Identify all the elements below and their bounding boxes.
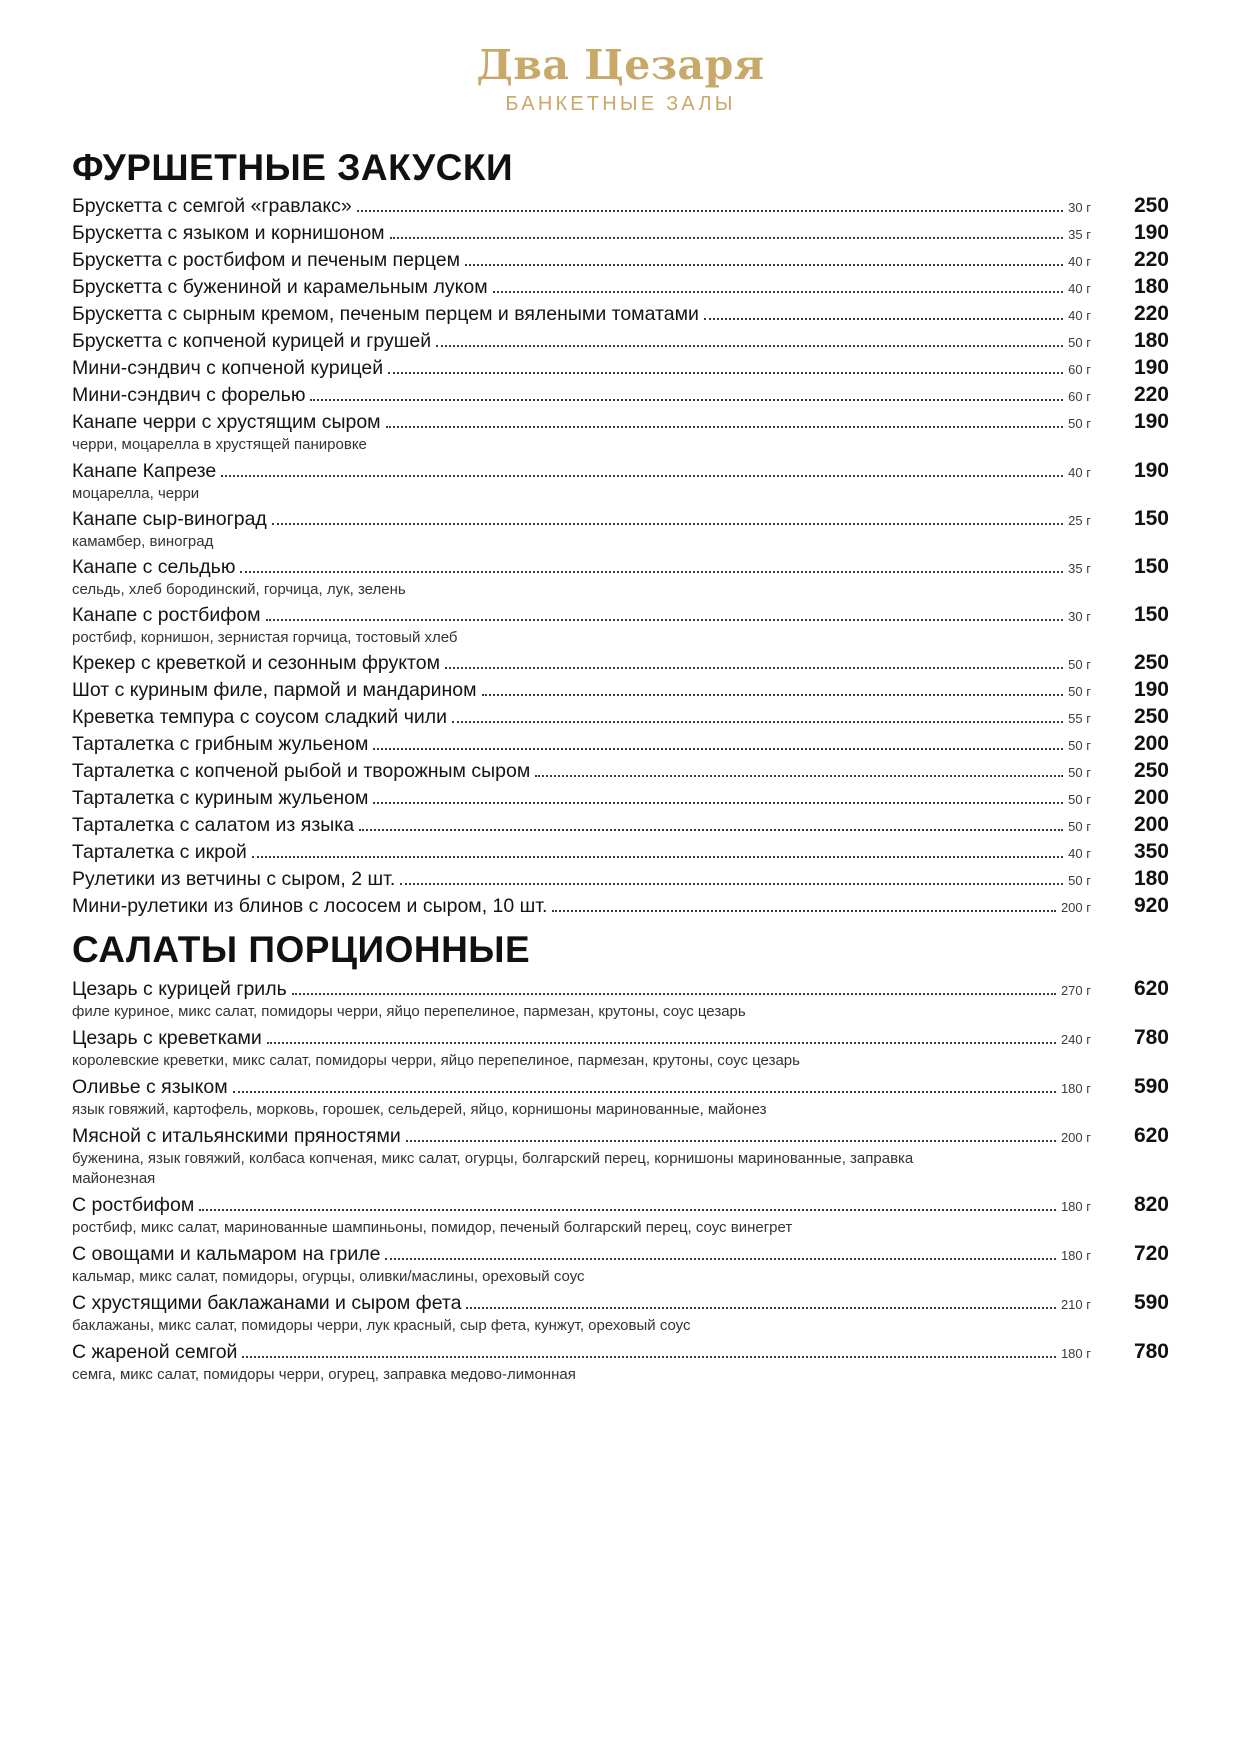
- menu-item-line: [72, 555, 1169, 579]
- menu-item-price: 620: [1133, 976, 1169, 1000]
- menu-item-price: 190: [1133, 356, 1169, 380]
- menu-item-line: [72, 1193, 1169, 1217]
- leader-dots: [272, 523, 1063, 525]
- menu-item-name: Тарталетка с копченой рыбой и творожным сыром: [72, 760, 531, 783]
- menu-item-name: Брускетта с ростбифом и печеным перцем: [72, 249, 461, 272]
- leader-dots: [310, 399, 1063, 401]
- menu-item-weight: 50 г: [1068, 819, 1091, 835]
- menu-item-price: 150: [1133, 506, 1169, 530]
- menu-item-line: [72, 977, 1169, 1001]
- menu-item: [72, 194, 1169, 218]
- menu-item: [72, 275, 1169, 299]
- menu-item-weight: 40 г: [1068, 464, 1091, 480]
- menu-item-price: 220: [1133, 248, 1169, 272]
- menu-item-line: [72, 507, 1169, 531]
- leader-dots: [373, 748, 1063, 750]
- menu-item-weight: 180 г: [1060, 1081, 1091, 1097]
- menu-item: [72, 410, 1169, 454]
- menu-item-price: 200: [1133, 786, 1169, 810]
- menu-item-price: 780: [1133, 1340, 1169, 1364]
- menu-item-name: С хрустящими баклажанами и сыром фета: [72, 1292, 462, 1315]
- menu-item-price: 200: [1133, 732, 1169, 756]
- menu-item: [72, 840, 1169, 864]
- brand-header: [72, 41, 1169, 116]
- menu-item-description: филе куриное, микс салат, помидоры черри, яйцо перепелиное, пармезан, крутоны, соус цезарь: [72, 1002, 746, 1020]
- section-snacks: [72, 146, 1169, 918]
- menu-item-line: [72, 329, 1169, 353]
- restaurant-name: Два Цезаря: [476, 41, 765, 89]
- menu-item-price: 780: [1133, 1025, 1169, 1049]
- menu-item-name: Брускетта с семгой «гравлакс»: [72, 195, 352, 218]
- leader-dots: [436, 345, 1063, 347]
- menu-item-description: сельдь, хлеб бородинский, горчица, лук, зелень: [72, 581, 406, 598]
- menu-item-name: Канапе Капрезе: [72, 459, 217, 482]
- leader-dots: [445, 667, 1063, 669]
- leader-dots: [252, 856, 1063, 858]
- menu-item-weight: 50 г: [1068, 765, 1091, 781]
- leader-dots: [357, 210, 1063, 212]
- menu-item-line: [72, 651, 1169, 675]
- menu-item-name: Крекер с креветкой и сезонным фруктом: [72, 652, 441, 675]
- menu-item: [72, 678, 1169, 702]
- leader-dots: [233, 1091, 1056, 1093]
- menu-item: [72, 555, 1169, 599]
- menu-item-name: Брускетта с сырным кремом, печеным перцем и вялеными томатами: [72, 303, 699, 326]
- menu-item: [72, 248, 1169, 272]
- leader-dots: [388, 372, 1063, 374]
- menu-item-description: моцарелла, черри: [72, 484, 200, 502]
- menu-item-name: Мини-сэндвич с копченой курицей: [72, 357, 384, 380]
- menu-item: [72, 459, 1169, 503]
- menu-item-name: Брускетта с бужениной и карамельным луком: [72, 276, 488, 299]
- menu-item-line: [72, 356, 1169, 380]
- menu-item-name: Канапе с ростбифом: [72, 604, 261, 627]
- menu-item: [72, 383, 1169, 407]
- menu-item-price: 590: [1133, 1075, 1169, 1099]
- menu-item: [72, 329, 1169, 353]
- leader-dots: [266, 619, 1064, 621]
- menu-item-line: [72, 459, 1169, 483]
- menu-item-price: 920: [1133, 894, 1169, 918]
- menu-item-weight: 40 г: [1068, 846, 1091, 862]
- menu-item-price: 250: [1133, 759, 1169, 783]
- menu-item-weight: 60 г: [1068, 362, 1091, 378]
- menu-item-price: 350: [1133, 840, 1169, 864]
- menu-item-line: [72, 1026, 1169, 1050]
- menu-item-name: Креветка темпура с соусом сладкий чили: [72, 706, 448, 729]
- menu-item-line: [72, 302, 1169, 326]
- menu-item: [72, 1242, 1169, 1286]
- menu-item-weight: 50 г: [1068, 416, 1091, 432]
- menu-item: [72, 651, 1169, 675]
- menu-item-name: Тарталетка с салатом из языка: [72, 814, 355, 837]
- menu-item: [72, 705, 1169, 729]
- menu-item-name: Брускетта с языком и корнишоном: [72, 222, 385, 245]
- menu-item-description: семга, микс салат, помидоры черри, огурец, заправка медово-лимонная: [72, 1366, 576, 1384]
- menu-item-weight: 35 г: [1068, 561, 1091, 576]
- menu-item-weight: 25 г: [1068, 512, 1091, 528]
- menu-item-line: [72, 1291, 1169, 1315]
- menu-item-name: С овощами и кальмаром на гриле: [72, 1242, 381, 1265]
- leader-dots: [242, 1356, 1056, 1358]
- menu-item-name: Брускетта с копченой курицей и грушей: [72, 330, 432, 353]
- menu-item: [72, 603, 1169, 647]
- menu-item-price: 200: [1133, 813, 1169, 837]
- menu-item-description: камамбер, виноград: [72, 532, 214, 550]
- menu-item-price: 150: [1133, 603, 1169, 627]
- menu-item-weight: 180 г: [1060, 1247, 1091, 1263]
- leader-dots: [400, 883, 1063, 885]
- menu-item-description: ростбиф, микс салат, маринованные шампиньоны, помидор, печеный болгарский перец, соус винегрет: [72, 1218, 793, 1236]
- menu-item-price: 190: [1133, 221, 1169, 245]
- leader-dots: [373, 802, 1063, 804]
- menu-item-name: Тарталетка с куриным жульеном: [72, 787, 369, 810]
- leader-dots: [465, 264, 1063, 266]
- leader-dots: [386, 426, 1064, 428]
- menu-item-line: [72, 732, 1169, 756]
- menu-item: [72, 977, 1169, 1021]
- menu-item: [72, 1291, 1169, 1335]
- leader-dots: [359, 829, 1063, 831]
- menu-item: [72, 786, 1169, 810]
- menu-item-weight: 50 г: [1068, 873, 1091, 889]
- leader-dots: [552, 910, 1055, 912]
- menu-item: [72, 867, 1169, 891]
- menu-item-price: 180: [1133, 329, 1169, 353]
- menu-item: [72, 1193, 1169, 1237]
- menu-item-description: буженина, язык говяжий, колбаса копченая, микс салат, огурцы, болгарский перец, корнишоны маринованные, заправка майонезная: [72, 1150, 914, 1187]
- menu-item-line: [72, 678, 1169, 702]
- menu-item-line: [72, 1075, 1169, 1099]
- menu-item: [72, 356, 1169, 380]
- menu-item-name: Канапе с сельдью: [72, 556, 236, 578]
- menu-item-price: 590: [1133, 1291, 1169, 1315]
- menu-item-name: Тарталетка с икрой: [72, 841, 247, 864]
- menu-item-description: королевские креветки, микс салат, помидоры черри, яйцо перепелиное, пармезан, крутоны, соус цезарь: [72, 1051, 800, 1069]
- menu-item-price: 180: [1133, 275, 1169, 299]
- section-title-salads: САЛАТЫ ПОРЦИОННЫЕ: [72, 929, 531, 971]
- menu-item-line: [72, 1340, 1169, 1364]
- menu-item-weight: 210 г: [1060, 1297, 1091, 1313]
- menu-item-weight: 200 г: [1060, 1130, 1091, 1146]
- menu-item-line: [72, 1124, 1169, 1148]
- menu-item: [72, 1075, 1169, 1119]
- menu-item-description: ростбиф, корнишон, зернистая горчица, тостовый хлеб: [72, 629, 458, 647]
- menu-item: [72, 813, 1169, 837]
- menu-item-name: С жареной семгой: [72, 1341, 238, 1364]
- menu-item-line: [72, 194, 1169, 218]
- section-title-snacks: ФУРШЕТНЫЕ ЗАКУСКИ: [72, 147, 514, 189]
- menu-item-price: 180: [1133, 867, 1169, 891]
- menu-item-line: [72, 840, 1169, 864]
- menu-item-name: Шот с куриным филе, пармой и мандарином: [72, 679, 477, 702]
- salads-item-list: [72, 977, 1169, 1385]
- menu-item-price: 150: [1133, 555, 1169, 578]
- menu-item-weight: 40 г: [1068, 308, 1091, 324]
- menu-item-name: С ростбифом: [72, 1193, 195, 1216]
- menu-item-weight: 180 г: [1060, 1198, 1091, 1214]
- menu-item-weight: 50 г: [1068, 335, 1091, 351]
- menu-item-name: Мини-рулетики из блинов с лососем и сыром, 10 шт.: [72, 895, 548, 918]
- leader-dots: [240, 571, 1063, 573]
- menu-item-weight: 50 г: [1068, 792, 1091, 808]
- menu-item-price: 190: [1133, 678, 1169, 702]
- menu-item-weight: 60 г: [1068, 389, 1091, 405]
- menu-item-price: 250: [1133, 651, 1169, 675]
- leader-dots: [493, 291, 1064, 293]
- menu-item-line: [72, 275, 1169, 299]
- leader-dots: [535, 775, 1063, 777]
- leader-dots: [390, 237, 1064, 239]
- menu-item-line: [72, 867, 1169, 891]
- menu-item: [72, 759, 1169, 783]
- menu-item-weight: 30 г: [1068, 200, 1091, 216]
- menu-item-name: Мини-сэндвич с форелью: [72, 384, 306, 407]
- menu-item-weight: 55 г: [1068, 711, 1091, 727]
- menu-item-weight: 40 г: [1068, 254, 1091, 270]
- menu-item-weight: 40 г: [1068, 281, 1091, 297]
- menu-item-line: [72, 786, 1169, 810]
- leader-dots: [406, 1140, 1056, 1142]
- menu-item-name: Мясной с итальянскими пряностями: [72, 1125, 401, 1148]
- menu-item-line: [72, 248, 1169, 272]
- leader-dots: [292, 993, 1056, 995]
- menu-item-weight: 35 г: [1068, 227, 1091, 243]
- menu-item: [72, 1124, 1169, 1187]
- menu-item-weight: 50 г: [1068, 738, 1091, 754]
- menu-item-price: 250: [1133, 705, 1169, 729]
- menu-item: [72, 221, 1169, 245]
- menu-item-weight: 50 г: [1068, 657, 1091, 673]
- restaurant-tagline: БАНКЕТНЫЕ ЗАЛЫ: [505, 93, 736, 116]
- menu-item-line: [72, 603, 1169, 627]
- section-salads: [72, 928, 1169, 1384]
- leader-dots: [385, 1258, 1055, 1260]
- menu-item-line: [72, 894, 1169, 918]
- menu-item-name: Цезарь с креветками: [72, 1026, 262, 1049]
- menu-item-name: Цезарь с курицей гриль: [72, 977, 287, 1000]
- menu-item: [72, 732, 1169, 756]
- menu-item-price: 720: [1133, 1241, 1169, 1265]
- menu-item-weight: 50 г: [1068, 684, 1091, 700]
- menu-item: [72, 1026, 1169, 1070]
- leader-dots: [704, 318, 1063, 320]
- menu-item-price: 190: [1133, 458, 1169, 482]
- menu-item-description: баклажаны, микс салат, помидоры черри, лук красный, сыр фета, кунжут, ореховый соус: [72, 1317, 691, 1335]
- snacks-item-list: [72, 194, 1169, 918]
- menu-item-line: [72, 759, 1169, 783]
- menu-item-weight: 30 г: [1068, 609, 1091, 625]
- leader-dots: [452, 721, 1063, 723]
- menu-item: [72, 894, 1169, 918]
- menu-item-description: кальмар, микс салат, помидоры, огурцы, оливки/маслины, ореховый соус: [72, 1267, 585, 1285]
- menu-item: [72, 1340, 1169, 1384]
- menu-item-price: 820: [1133, 1192, 1169, 1216]
- leader-dots: [221, 475, 1063, 477]
- menu-item-price: 220: [1133, 302, 1169, 326]
- menu-item-line: [72, 1242, 1169, 1266]
- leader-dots: [466, 1307, 1056, 1309]
- menu-item-weight: 180 г: [1060, 1346, 1091, 1362]
- menu-item-description: язык говяжий, картофель, морковь, горошек, сельдерей, яйцо, корнишоны маринованные, майонез: [72, 1101, 767, 1119]
- menu-item-price: 250: [1133, 194, 1169, 218]
- menu-item-weight: 240 г: [1060, 1031, 1091, 1047]
- menu-item-price: 620: [1133, 1124, 1169, 1148]
- menu-item-line: [72, 221, 1169, 245]
- menu-item-weight: 200 г: [1060, 900, 1091, 916]
- menu-item-price: 190: [1133, 410, 1169, 434]
- menu-item-name: Тарталетка с грибным жульеном: [72, 733, 369, 756]
- menu-item-line: [72, 813, 1169, 837]
- menu-item-price: 220: [1133, 383, 1169, 407]
- menu-item-line: [72, 705, 1169, 729]
- leader-dots: [267, 1042, 1056, 1044]
- menu-item-line: [72, 383, 1169, 407]
- leader-dots: [482, 694, 1064, 696]
- menu-item: [72, 302, 1169, 326]
- menu-item-name: Рулетики из ветчины с сыром, 2 шт.: [72, 868, 396, 891]
- menu-item-name: Канапе сыр-виноград: [72, 507, 267, 530]
- menu-item-description: черри, моцарелла в хрустящей панировке: [72, 436, 367, 454]
- menu-item: [72, 507, 1169, 551]
- menu-item-name: Оливье с языком: [72, 1076, 228, 1099]
- menu-item-line: [72, 410, 1169, 434]
- leader-dots: [199, 1209, 1056, 1211]
- menu-item-name: Канапе черри с хрустящим сыром: [72, 411, 381, 434]
- menu-item-weight: 270 г: [1060, 982, 1091, 998]
